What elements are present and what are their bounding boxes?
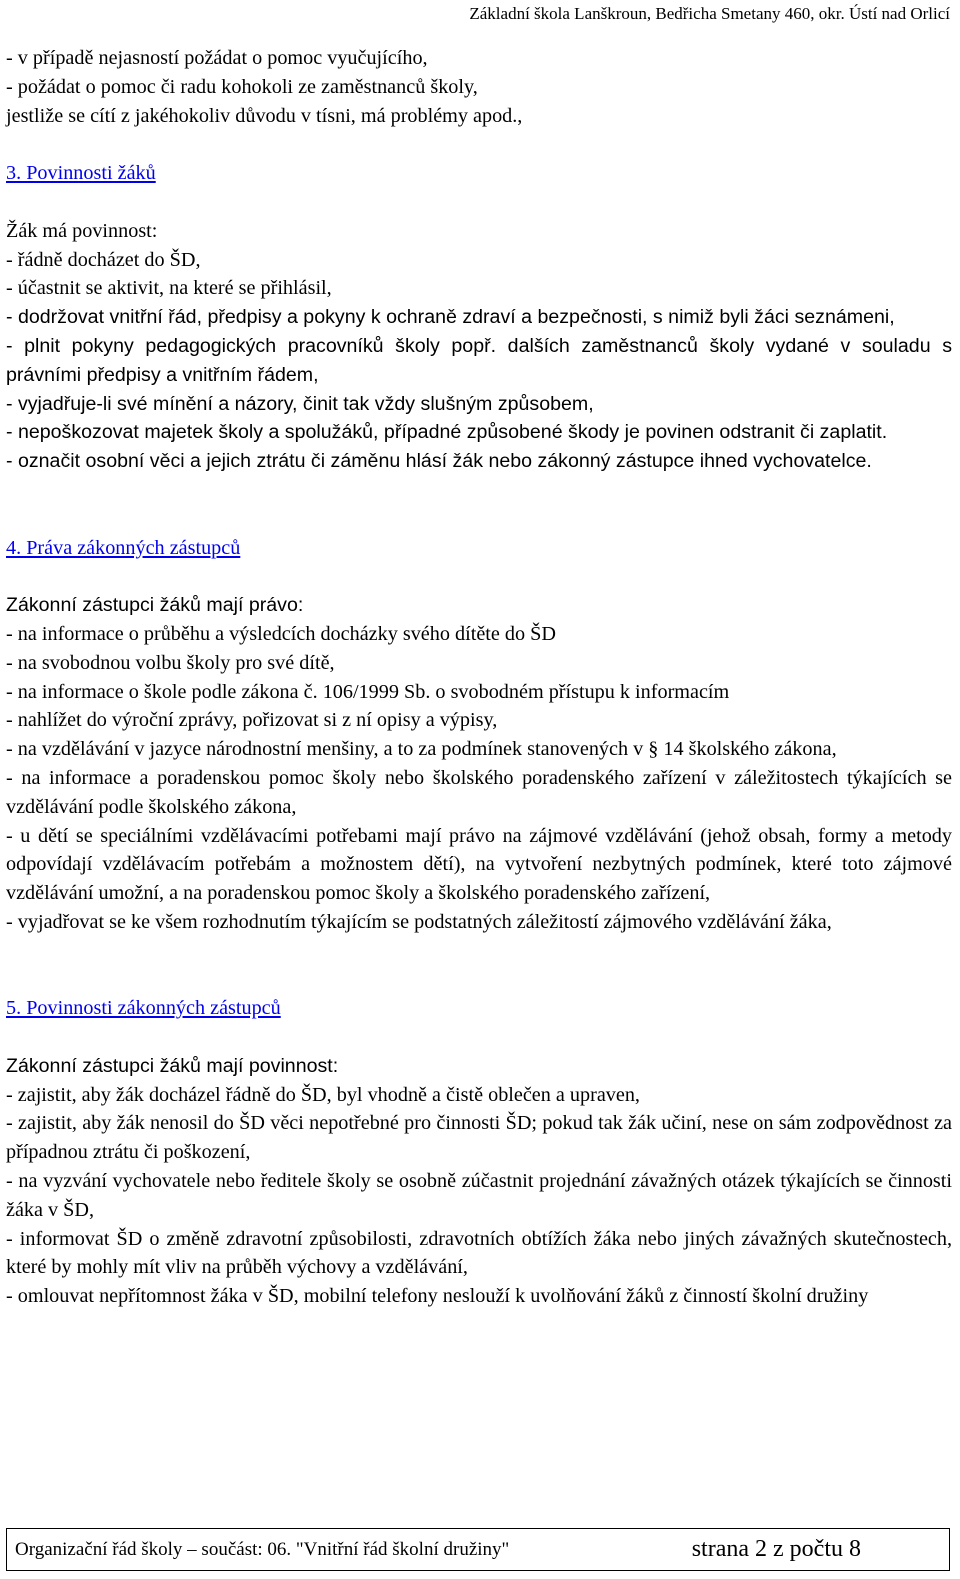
section-5-lead: Zákonní zástupci žáků mají povinnost:	[6, 1054, 339, 1077]
section-5-item: - informovat ŠD o změně zdravotní způsobilosti, zdravotních obtížích žáka nebo jiných závažných skutečnostech, které by mohly mít vliv na průběh výchovy a vzdělávání,	[6, 1227, 952, 1279]
section-3-item: - řádně docházet do ŠD,	[6, 248, 201, 271]
section-3-item: - vyjadřuje-li své mínění a názory, činit tak vždy slušným způsobem,	[6, 392, 594, 415]
page-footer	[6, 1528, 950, 1571]
section-5-item: - omlouvat nepřítomnost žáka v ŠD, mobilní telefony neslouží k uvolňování žáků z činností školní družiny	[6, 1285, 869, 1308]
intro-line: - v případě nejasností požádat o pomoc vyučujícího,	[6, 47, 428, 69]
section-3-lead: Žák má povinnost:	[6, 219, 158, 242]
document-body	[6, 44, 952, 1311]
section-5-item: - na vyzvání vychovatele nebo ředitele školy se osobně zúčastnit projednání závažných otázek týkajících se činnosti žáka v ŠD,	[6, 1170, 952, 1221]
section-3-item: - účastnit se aktivit, na které se přihlásil,	[6, 277, 332, 300]
section-3-item: - plnit pokyny pedagogických pracovníků školy popř. dalších zaměstnanců školy vydané v souladu s právními předpisy a vnitřním řádem,	[6, 334, 952, 386]
footer-document-title: Organizační řád školy – součást: 06. "Vnitřní řád školní družiny"	[15, 1538, 510, 1560]
section-5-item: - zajistit, aby žák docházel řádně do ŠD, byl vhodně a čistě oblečen a upraven,	[6, 1083, 640, 1106]
section-4-item: - na vzdělávání v jazyce národnostní menšiny, a to za podmínek stanovených v § 14 školského zákona,	[6, 738, 837, 761]
section-3-item: - označit osobní věci a jejich ztrátu či záměnu hlásí žák nebo zákonný zástupce ihned vychovatelce.	[6, 450, 872, 473]
section-4-item: - nahlížet do výroční zprávy, pořizovat si z ní opisy a výpisy,	[6, 709, 498, 732]
intro-line: jestliže se cítí z jakéhokoliv důvodu v tísni, má problémy apod.,	[6, 104, 523, 127]
intro-line: - požádat o pomoc či radu kohokoli ze zaměstnanců školy,	[6, 75, 478, 98]
section-4-lead: Zákonní zástupci žáků mají právo:	[6, 594, 304, 617]
section-5-item: - zajistit, aby žák nenosil do ŠD věci nepotřebné pro činnosti ŠD; pokud tak žák učiní, nese on sám zodpovědnost za případnou ztrátu či poškození,	[6, 1112, 952, 1164]
section-4-item: - vyjadřovat se ke všem rozhodnutím týkajícím se podstatných záležitostí zájmového vzdělávání žáka,	[6, 910, 832, 933]
page-header: Základní škola Lanškroun, Bedřicha Smetany 460, okr. Ústí nad Orlicí	[469, 4, 950, 23]
section-5-heading: 5. Povinnosti zákonných zástupců	[6, 997, 281, 1020]
section-4-item: - na informace o škole podle zákona č. 106/1999 Sb. o svobodném přístupu k informacím	[6, 680, 730, 703]
footer-page-number: strana 2 z počtu 8	[691, 1536, 861, 1562]
section-3-item: - dodržovat vnitřní řád, předpisy a pokyny k ochraně zdraví a bezpečnosti, s nimiž byli žáci seznámeni,	[6, 306, 895, 329]
section-4-item: - na informace a poradenskou pomoc školy nebo školského poradenského zařízení v záležitostech týkajících se vzdělávání podle školského zákona,	[6, 766, 952, 818]
section-4-item: - na informace o průběhu a výsledcích docházky svého dítěte do ŠD	[6, 622, 556, 645]
section-3-item: - nepoškozovat majetek školy a spolužáků, případné způsobené škody je povinen odstranit či zaplatit.	[6, 421, 888, 444]
section-4-item: - na svobodnou volbu školy pro své dítě,	[6, 651, 335, 674]
section-4-item: - u dětí se speciálními vzdělávacími potřebami mají právo na zájmové vzdělávání (jehož obsah, formy a metody odpovídají vzdělávacím potřebám a možnostem dětí), na vytvoření nezbytných podmínek, které toto zájmové vzdělávání umožní, a na poradenskou pomoc školy a školského poradenského zařízení,	[6, 824, 952, 905]
section-3-heading: 3. Povinnosti žáků	[6, 162, 156, 185]
section-4-heading: 4. Práva zákonných zástupců	[6, 536, 241, 559]
